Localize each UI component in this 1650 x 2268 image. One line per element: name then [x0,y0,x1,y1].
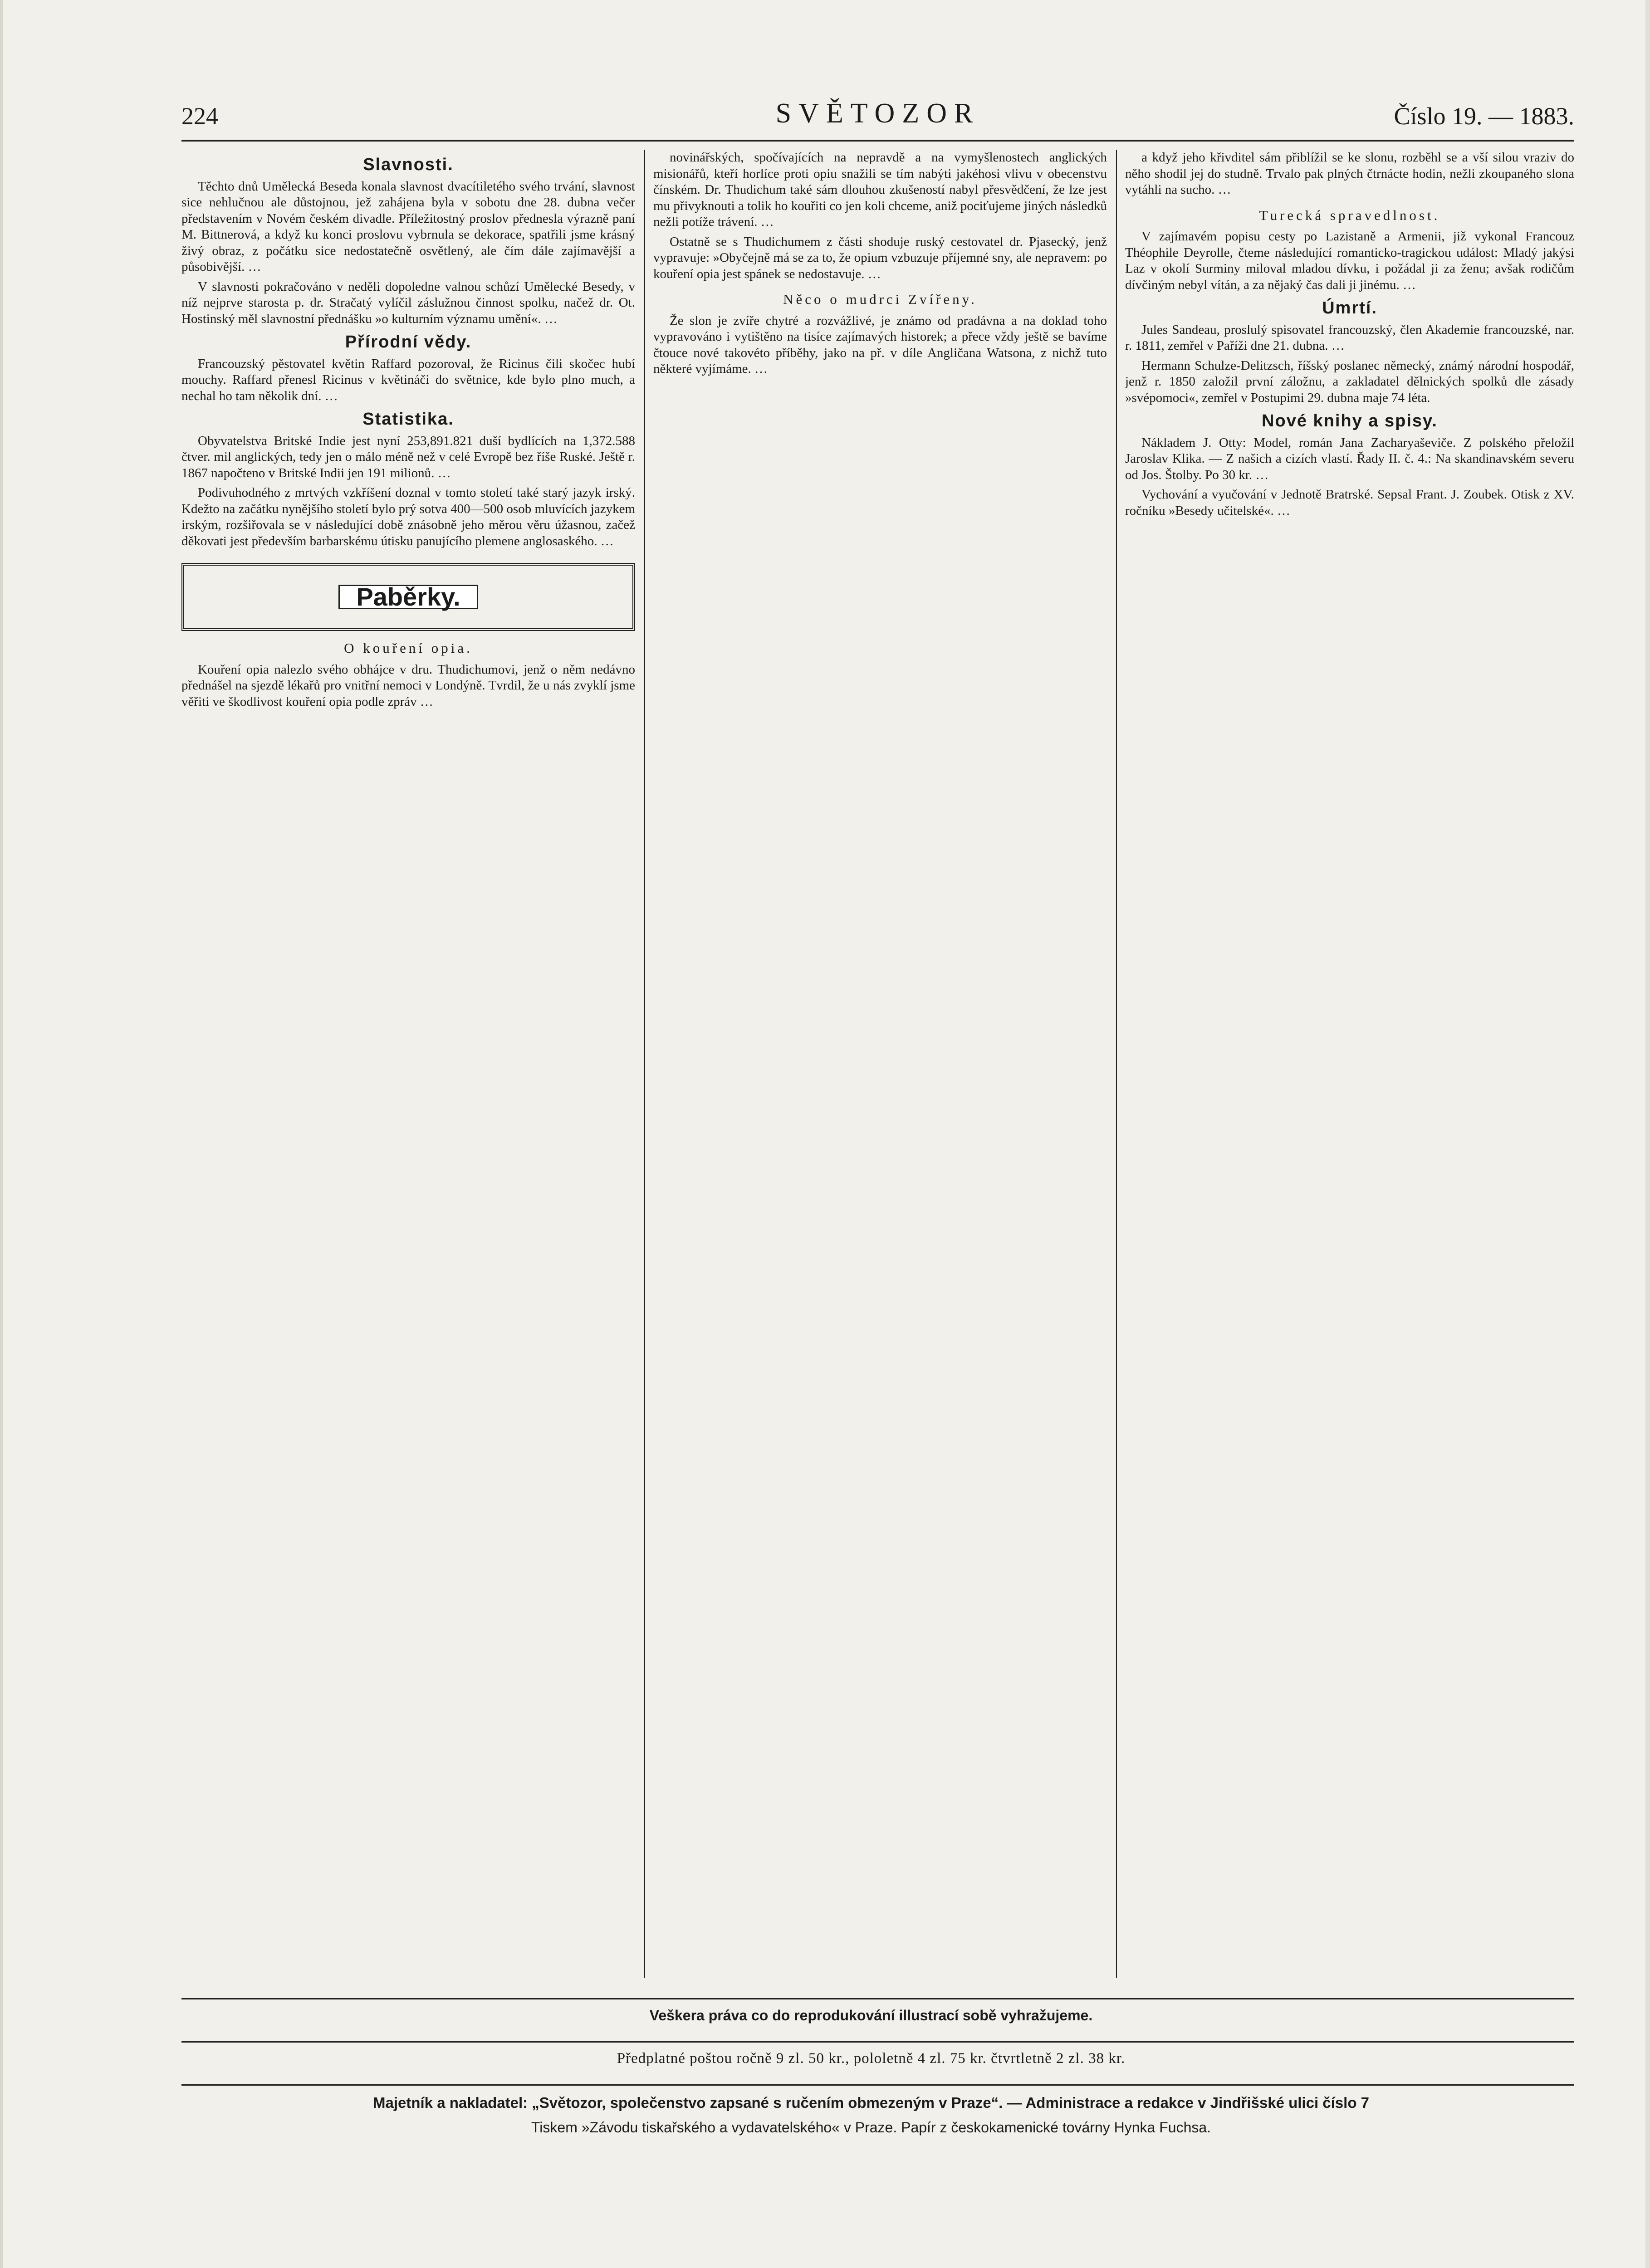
article-paragraph: V slavnosti pokračováno v neděli dopoledne valnou schůzí Umělecké Besedy, v níž nejprve starosta p. dr. Stračatý vylíčil záslužnou činnost spolku, načež dr. Ot. Hostinský měl slavnostní přednášku »o kulturním významu umění«. … [181,279,635,326]
issue-number: Číslo 19. — 1883. [1394,103,1574,130]
subscription-line: Předplatné poštou ročně 9 zl. 50 kr., pololetně 4 zl. 75 kr. čtvrtletně 2 zl. 38 kr. [617,2050,1126,2067]
section-heading-prirodni-vedy: Přírodní vědy. [345,332,472,352]
section-heading-nove-knihy: Nové knihy a spisy. [1262,411,1438,430]
section-heading-slavnosti: Slavnosti. [363,155,454,174]
article-paragraph: Nákladem J. Otty: Model, román Jana Zacharyaševiče. Z polského přeložil Jaroslav Klika. — Z našich a cizích vlastí. Řady II. č. 4.: Na skandinavském severu od Jos. Štolby. Po 30 kr. … [1125,435,1574,482]
left-column [181,150,635,714]
footer-rule [181,2041,1574,2043]
article-paragraph: Obyvatelstva Britské Indie jest nyní 253,891.821 duší bydlících na 1,372.588 čtver. mil anglických, tedy jen o málo méně než v celé Evropě bez říše Ruské. Ještě r. 1867 napočteno v Britské Indii jen 191 milionů. … [181,433,635,480]
paberky-banner [181,563,635,631]
journal-title: SVĚTOZOR [775,98,980,129]
page-number: 224 [181,103,218,130]
article-paragraph: Ostatně se s Thudichumem z části shoduje ruský cestovatel dr. Pjasecký, jenž vypravuje: »Obyčejně má se za to, že opium vzbuzuje příjemné sny, ale nepravem: po kouření opia jest spánek se nedostavuje. … [653,234,1107,281]
article-paragraph: V zajímavém popisu cesty po Lazistaně a Armenii, již vykonal Francouz Théophile Deyrolle, čteme následující romanticko-tragickou událost: Mladý jakýsi Laz v okolí Surminy miloval mladou dívku, i požádal ji za ženu; avšak rodičům dívčiným nebyl vítán, a za nějaký čas dali ji jinému. … [1125,229,1574,292]
paberky-label: Paběrky. [338,585,478,609]
article-paragraph: a když jeho křivditel sám přiblížil se ke slonu, rozběhl se a vší silou vraziv do něho shodil jej do studně. Trvalo pak plných čtrnácte hodin, nežli zkoupaného slona vytáhli na sucho. … [1125,150,1574,197]
right-column [1125,150,1574,523]
article-paragraph: Těchto dnů Umělecká Beseda konala slavnost dvacítiletého svého trvání, slavnost sice nehlučnou ale důstojnou, jež zahájena byla v sobotu dne 28. dubna večer představením v Novém českém divadle. Příležitostný proslov přednesla výrazně paní M. Bittnerová, a když ku konci proslovu vybrnula se dekorace, spatřili jsme krásný živý obraz, z počátku sice nedostatečně osvětlený, ale čím dále zajímavější a působivější. … [181,179,635,274]
footer-rule [181,1998,1574,1999]
section-heading-umrti: Úmrtí. [1322,298,1377,318]
publisher-line: Majetník a nakladatel: „Světozor, společenstvo zapsané s ručením obmezeným v Praze“. — Administrace a redakce v Jindřišské ulici číslo 7 [373,2094,1369,2111]
article-paragraph: Vychování a vyučování v Jednotě Bratrské. Sepsal Frant. J. Zoubek. Otisk z XV. ročníku »Besedy učitelské«. … [1125,487,1574,518]
article-paragraph: novinářských, spočívajících na nepravdě a na vymyšlenostech anglických misionářů, kteří horlíce proti opiu snažili se tím nabýti jakéhosi vlivu v obecenstvu čínském. Dr. Thudichum také sám dlouhou zkušeností nabyl přesvědčení, že lze jest mu přivyknouti a tolik ho kouřiti co jen koli chceme, aniž pociťujeme jiných následků nežli potíže trávení. … [653,150,1107,229]
footer-rule [181,2084,1574,2086]
section-heading-statistika: Statistika. [362,410,454,429]
article-paragraph: Hermann Schulze-Delitzsch, říšský poslanec německý, známý národní hospodář, jenž r. 1850 založil první záložnu, a zakladatel dělnických spolků dle zásady »svépomoci«, zemřel v Postupimi 29. dubna maje 74 léta. [1125,358,1574,405]
column-rule [1116,150,1117,1978]
column-rule [644,150,645,1978]
article-paragraph: Podivuhodného z mrtvých vzkříšení doznal v tomto století také starý jazyk irský. Kdežto na začátku nynějšího století bylo prý sotva 400—500 osob mluvících jazykem irským, rozšiřovala se v následující době znásobně jeho měrou věru úžasnou, začež děkovati jest především barbarskému útisku panujícího plemene anglosaského. … [181,485,635,548]
article-paragraph: Že slon je zvíře chytré a rozvážlivé, je známo od pradávna a na doklad toho vypravováno i vytištěno na tisíce zajímavých historek; a přece vždy ještě se bavíme čtouce nové takovéto příběhy, jako na př. v díle Angličana Watsona, z nichž tuto některé vyjímáme. … [653,313,1107,376]
subheading-mudrci: Něco o mudrci Zvířeny. [783,291,977,307]
article-paragraph: Kouření opia nalezlo svého obhájce v dru. Thudichumovi, jenž o něm nedávno přednášel na sjezdě lékařů pro vnitřní nemoci v Londýně. Tvrdil, že u nás zvyklí jsme věřiti ve škodlivost kouření opia podle zpráv … [181,662,635,709]
middle-column [653,150,1107,381]
rights-notice: Veškera práva co do reprodukování illustrací sobě vyhražujeme. [649,2007,1093,2024]
masthead [181,98,1574,138]
subheading-opium: O kouření opia. [344,640,473,656]
header-rule [181,140,1574,142]
printer-line: Tiskem »Závodu tiskařského a vydavatelského« v Praze. Papír z českokamenické továrny Hynka Fuchsa. [531,2119,1211,2136]
subheading-turecka: Turecká spravedlnost. [1259,207,1440,223]
article-paragraph: Francouzský pěstovatel květin Raffard pozoroval, že Ricinus čili skočec hubí mouchy. Raffard přenesl Ricinus v květináči do světnice, kde bylo plno much, a nechal ho tam několik dní. … [181,356,635,403]
article-paragraph: Jules Sandeau, proslulý spisovatel francouzský, člen Akademie francouzské, nar. r. 1811, zemřel v Paříži dne 21. dubna. … [1125,322,1574,353]
